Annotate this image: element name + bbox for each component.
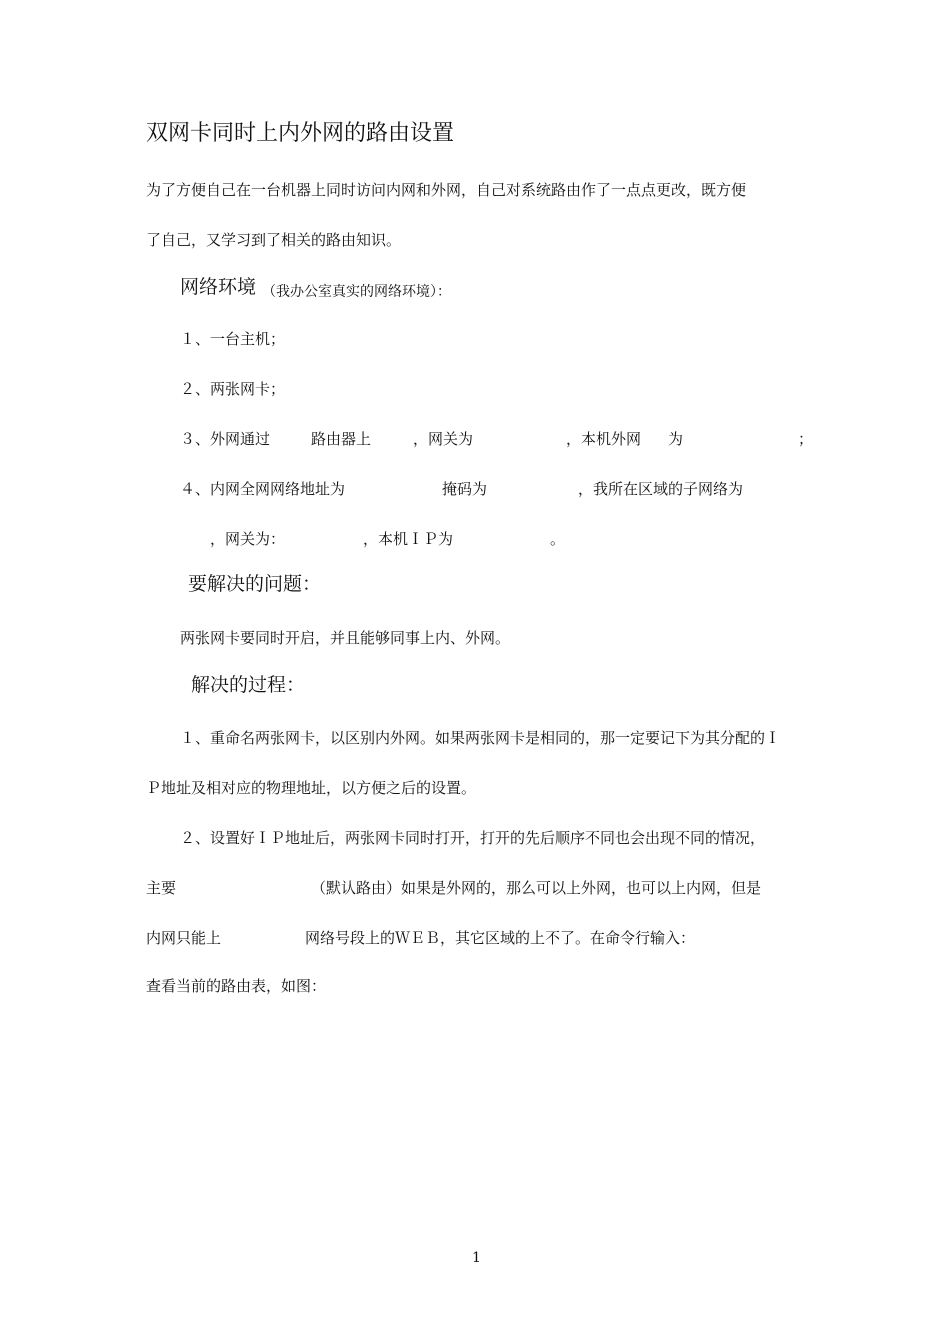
process-heading: 解决的过程： (191, 674, 306, 696)
step-2-line-4: 查看当前的路由表，如图： (146, 977, 327, 995)
env-item-3-d: ，本机外网 (566, 430, 642, 448)
problem-text: 两张网卡要同时开启，并且能够同事上内、外网。 (180, 629, 511, 647)
env-heading: 网络环境 (180, 276, 257, 298)
step-1-line-2: Ｐ地址及相对应的物理地址，以方便之后的设置。 (146, 779, 477, 797)
env-item-4-cont-c: 。 (550, 530, 566, 548)
env-item-4-b: 掩码为 (442, 480, 488, 498)
env-item-3-a: ３、外网通过 (180, 430, 271, 448)
env-item-3-c: ，网关为 (413, 430, 474, 448)
step-2-line-2-a: 主要 (146, 879, 177, 897)
env-item-4-cont-b: ，本机ＩＰ为 (363, 530, 454, 548)
step-2-line-1: ２、设置好ＩＰ地址后，两张网卡同时打开，打开的先后顺序不同也会出现不同的情况， (180, 829, 766, 847)
env-item-4-a: ４、内网全网网络地址为 (180, 480, 346, 498)
problem-heading: 要解决的问题： (188, 573, 322, 595)
env-item-2: ２、两张网卡； (180, 380, 286, 398)
step-2-line-3-b: 网络号段上的ＷＥＢ，其它区域的上不了。在命令行输入： (305, 929, 696, 947)
intro-line-2: 了自己，又学习到了相关的路由知识。 (146, 231, 402, 249)
env-item-3-e: 为 (668, 430, 684, 448)
step-2-line-3-a: 内网只能上 (146, 929, 222, 947)
step-2-line-2-b: （默认路由）如果是外网的，那么可以上外网，也可以上内网，但是 (311, 879, 762, 897)
env-item-4-cont-a: ，网关为： (210, 530, 286, 548)
document-title: 双网卡同时上内外网的路由设置 (146, 121, 455, 146)
env-item-1: １、一台主机； (180, 330, 286, 348)
env-item-3-f: ； (798, 430, 814, 448)
env-item-4-c: ，我所在区域的子网络为 (578, 480, 744, 498)
page-number: 1 (472, 1250, 481, 1266)
env-note: （我办公室真实的网络环境）： (262, 284, 451, 300)
intro-line-1: 为了方便自己在一台机器上同时访问内网和外网，自己对系统路由作了一点点更改，既方便 (146, 181, 747, 199)
env-item-3-b: 路由器上 (311, 430, 372, 448)
step-1-line-1: １、重命名两张网卡，以区别内外网。如果两张网卡是相同的，那一定要记下为其分配的Ｉ (180, 729, 781, 747)
